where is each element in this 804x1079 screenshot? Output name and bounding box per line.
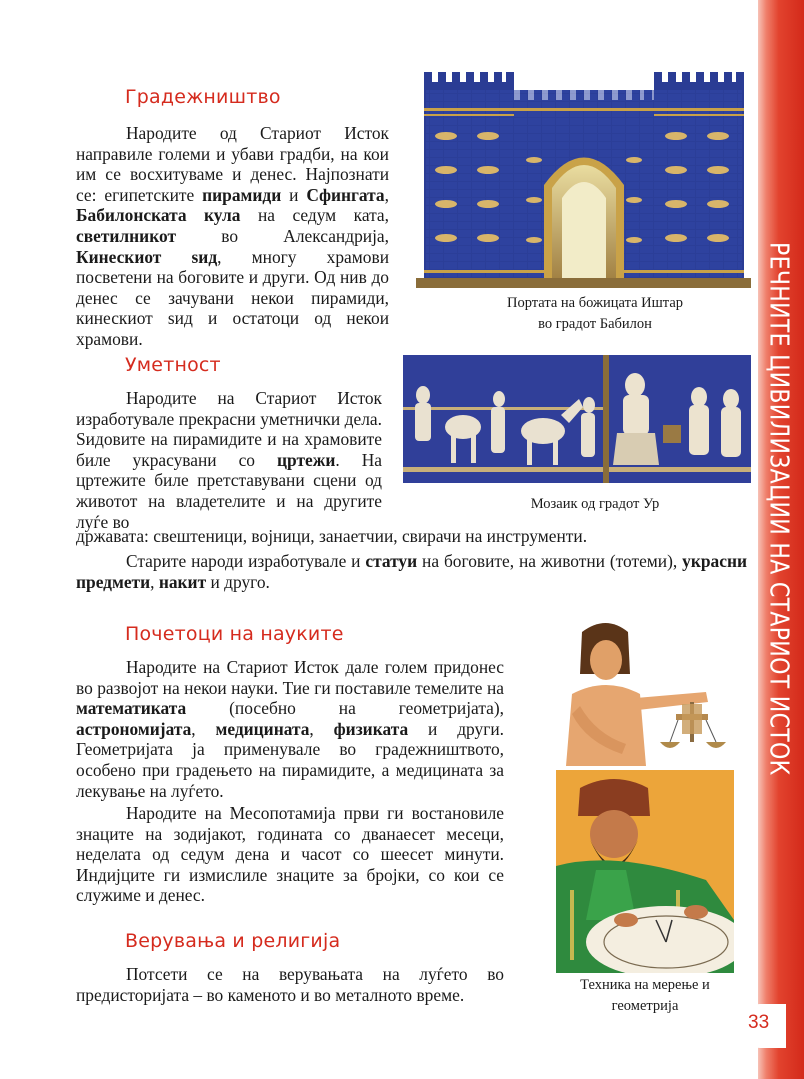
science-bold-term: астрономијата bbox=[76, 718, 192, 739]
construction-text: , многу храмови посветени на боговите и други. Од нив до денес се зачувани некои пирамиди, кинескиот ѕид и остатоци од некои храмови. bbox=[76, 246, 389, 349]
art-statues-text: и друго. bbox=[206, 571, 270, 592]
art-statues-text: Старите народи изработувале и bbox=[126, 551, 366, 571]
science-bold-term: математиката bbox=[76, 698, 187, 719]
construction-bold-term: пирамиди bbox=[202, 184, 282, 205]
art-bold-term: цртежи bbox=[277, 449, 336, 470]
man-measuring-geometry-image bbox=[556, 770, 734, 973]
paragraph-religion: Потсети се на верувањата на луѓето во предисторијата – во каменото и во металното време. bbox=[76, 964, 504, 1005]
science-text: , bbox=[309, 718, 334, 739]
construction-bold-term: Кинескиот ѕид bbox=[76, 246, 218, 267]
caption-measuring-technique: Техника на мерење и геометрија bbox=[580, 977, 710, 1014]
science-text: и други. Геометријата ја применувале во градежништвото, особено при градењето на пирамидите, а медицината за лекување на луѓето. bbox=[76, 718, 504, 801]
heading-religion: Верувања и религија bbox=[125, 930, 341, 952]
paragraph-art-statues bbox=[76, 551, 747, 592]
page-number: 33 bbox=[748, 1012, 770, 1033]
caption-ishtar-gate: Портата на божицата Иштар во градот Бабилон bbox=[506, 295, 684, 332]
art-text: Народите на Стариот Исток изработувале прекрасни уметнички дела. Ѕидовите на пирамидите и на храмовите биле украсувани со bbox=[76, 388, 382, 470]
ishtar-gate-image bbox=[416, 70, 751, 288]
art-statues-text: на боговите, на животни (тотеми), bbox=[417, 551, 683, 571]
construction-text: Народите од Стариот Исток направиле големи и убави градби, на кои им се восхитуваме и денес. Најпознати се: египетските bbox=[76, 123, 389, 205]
paragraph-art bbox=[76, 388, 382, 532]
construction-bold-term: Сфингата bbox=[306, 184, 385, 205]
man-with-scales-image bbox=[556, 614, 734, 766]
art-statues-bold-term: статуи bbox=[365, 551, 418, 571]
construction-bold-term: светилникот bbox=[76, 225, 176, 246]
science-text: Народите на Стариот Исток дале голем придонес во развојот на некои науки. Тие ги поставиле темелите на bbox=[76, 657, 504, 698]
heading-construction: Градежништво bbox=[125, 86, 281, 108]
construction-text: и bbox=[281, 184, 307, 205]
chapter-title-vertical: РЕЧНИТЕ ЦИВИЛИЗАЦИИ НА СТАРИОТ ИСТОК bbox=[763, 242, 795, 776]
construction-text: во Александрија, bbox=[176, 225, 389, 246]
construction-text: на седум ката, bbox=[240, 205, 389, 226]
construction-bold-term: Бабилонската кула bbox=[76, 205, 241, 226]
ur-mosaic-image bbox=[403, 355, 751, 483]
art-statues-bold-term: украсни предмети bbox=[76, 551, 747, 592]
paragraph-science-zodiac: Народите на Месопотамија први ги востановиле знаците на зодијакот, годината со дванаесет месеци, неделата од седум дена и часот со шеесет минути. Индијците ги измислиле знаците за бројки, со кои се служиме и денес. bbox=[76, 803, 504, 906]
science-bold-term: медицината bbox=[215, 718, 310, 739]
heading-science: Почетоци на науките bbox=[125, 623, 344, 645]
art-statues-bold-term: накит bbox=[158, 571, 207, 592]
heading-art: Уметност bbox=[125, 354, 221, 376]
construction-text: , bbox=[384, 184, 389, 205]
paragraph-science bbox=[76, 657, 504, 801]
paragraph-construction bbox=[76, 123, 389, 350]
science-text: , bbox=[191, 718, 216, 739]
paragraph-art-tail: државата: свештеници, војници, занаетчии, свирачи на инструменти. bbox=[76, 526, 588, 546]
art-statues-text: , bbox=[150, 571, 159, 592]
science-text: (посебно на геометријата), bbox=[186, 698, 504, 719]
caption-ur-mosaic: Мозаик од градот Ур bbox=[530, 496, 660, 512]
science-bold-term: физиката bbox=[333, 718, 409, 739]
art-text: . На цртежите биле претставувани сцени од животот на владетелите и на другите луѓе во bbox=[76, 449, 382, 532]
